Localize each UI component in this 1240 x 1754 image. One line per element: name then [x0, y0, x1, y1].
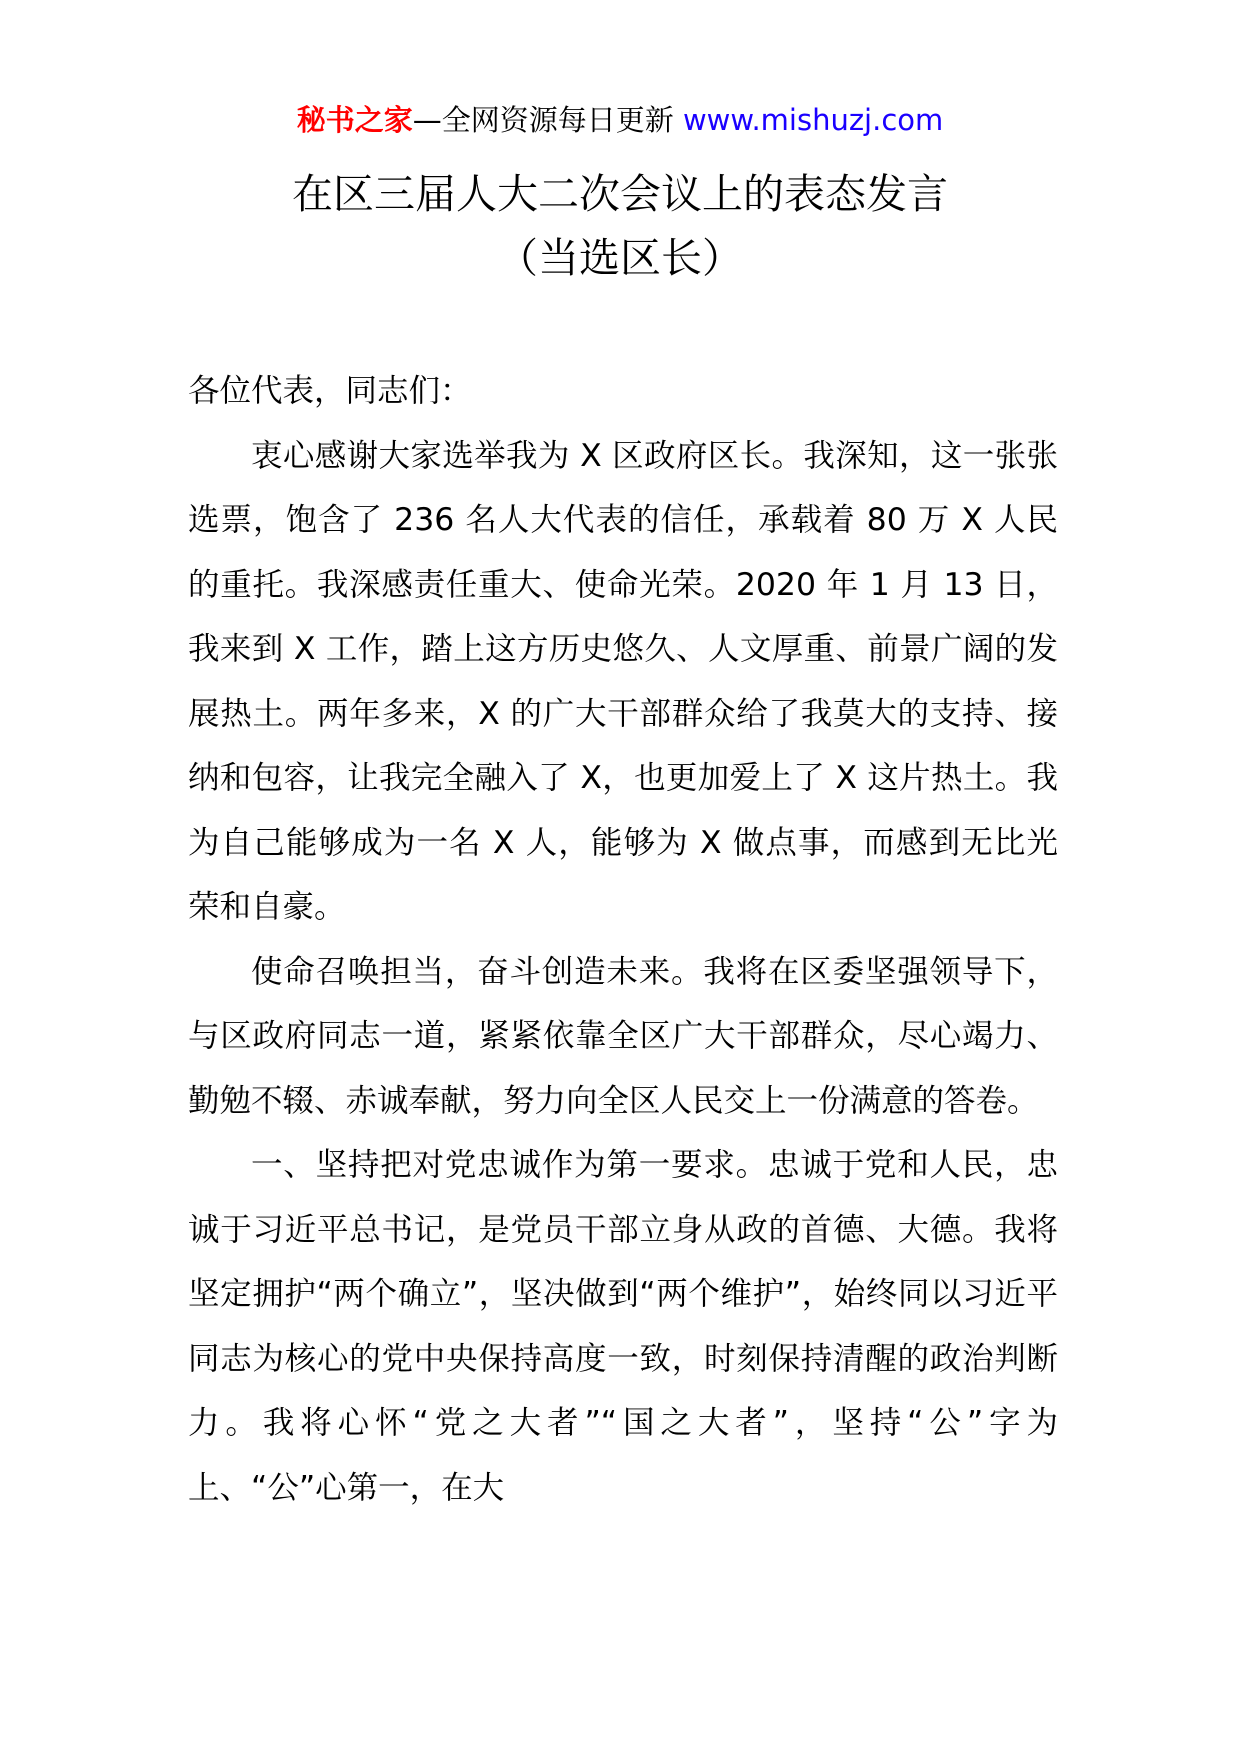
site-header [0, 100, 1240, 140]
salutation: 各位代表，同志们： [188, 373, 472, 409]
document-title: 在区三届人大二次会议上的表态发言 [292, 170, 948, 218]
paragraph-gratitude: 衷心感谢大家选举我为 X 区政府区长。我深知，这一张张选票，饱含了 236 名人大代表的信任，承载着 80 万 X 人民的重托。我深感责任重大、使命光荣。2020 年 1 月 13 日，我来到 X 工作，踏上这方历史悠久、人文厚重、前景广阔的发展热土。两年多来，X 的广大干部群众给了我莫大的支持、接纳和包容，让我完全融入了 X，也更加爱上了 X 这片热土。我为自己能够成为一名 X 人，能够为 X 做点事，而感到无比光荣和自豪。 [188, 437, 1058, 925]
site-url-link[interactable]: www.mishuzj.com [682, 103, 944, 137]
paragraph-commitment: 使命召唤担当，奋斗创造未来。我将在区委坚强领导下，与区政府同志一道，紧紧依靠全区广大干部群众，尽心竭力、勤勉不辍、赤诚奉献，努力向全区人民交上一份满意的答卷。 [188, 953, 1058, 1119]
paragraph-loyalty: 一、坚持把对党忠诚作为第一要求。忠诚于党和人民，忠诚于习近平总书记，是党员干部立身从政的首德、大德。我将坚定拥护“两个确立”，坚决做到“两个维护”，始终同以习近平同志为核心的党中央保持高度一致，时刻保持清醒的政治判断力。我将心怀“党之大者”“国之大者”，坚持“公”字为上、“公”心第一，在大 [188, 1147, 1058, 1506]
document-subtitle: （当选区长） [497, 234, 743, 282]
brand-name: 秘书之家 [296, 103, 413, 137]
document-body [188, 359, 1058, 1520]
header-slogan: —全网资源每日更新 [412, 103, 683, 137]
